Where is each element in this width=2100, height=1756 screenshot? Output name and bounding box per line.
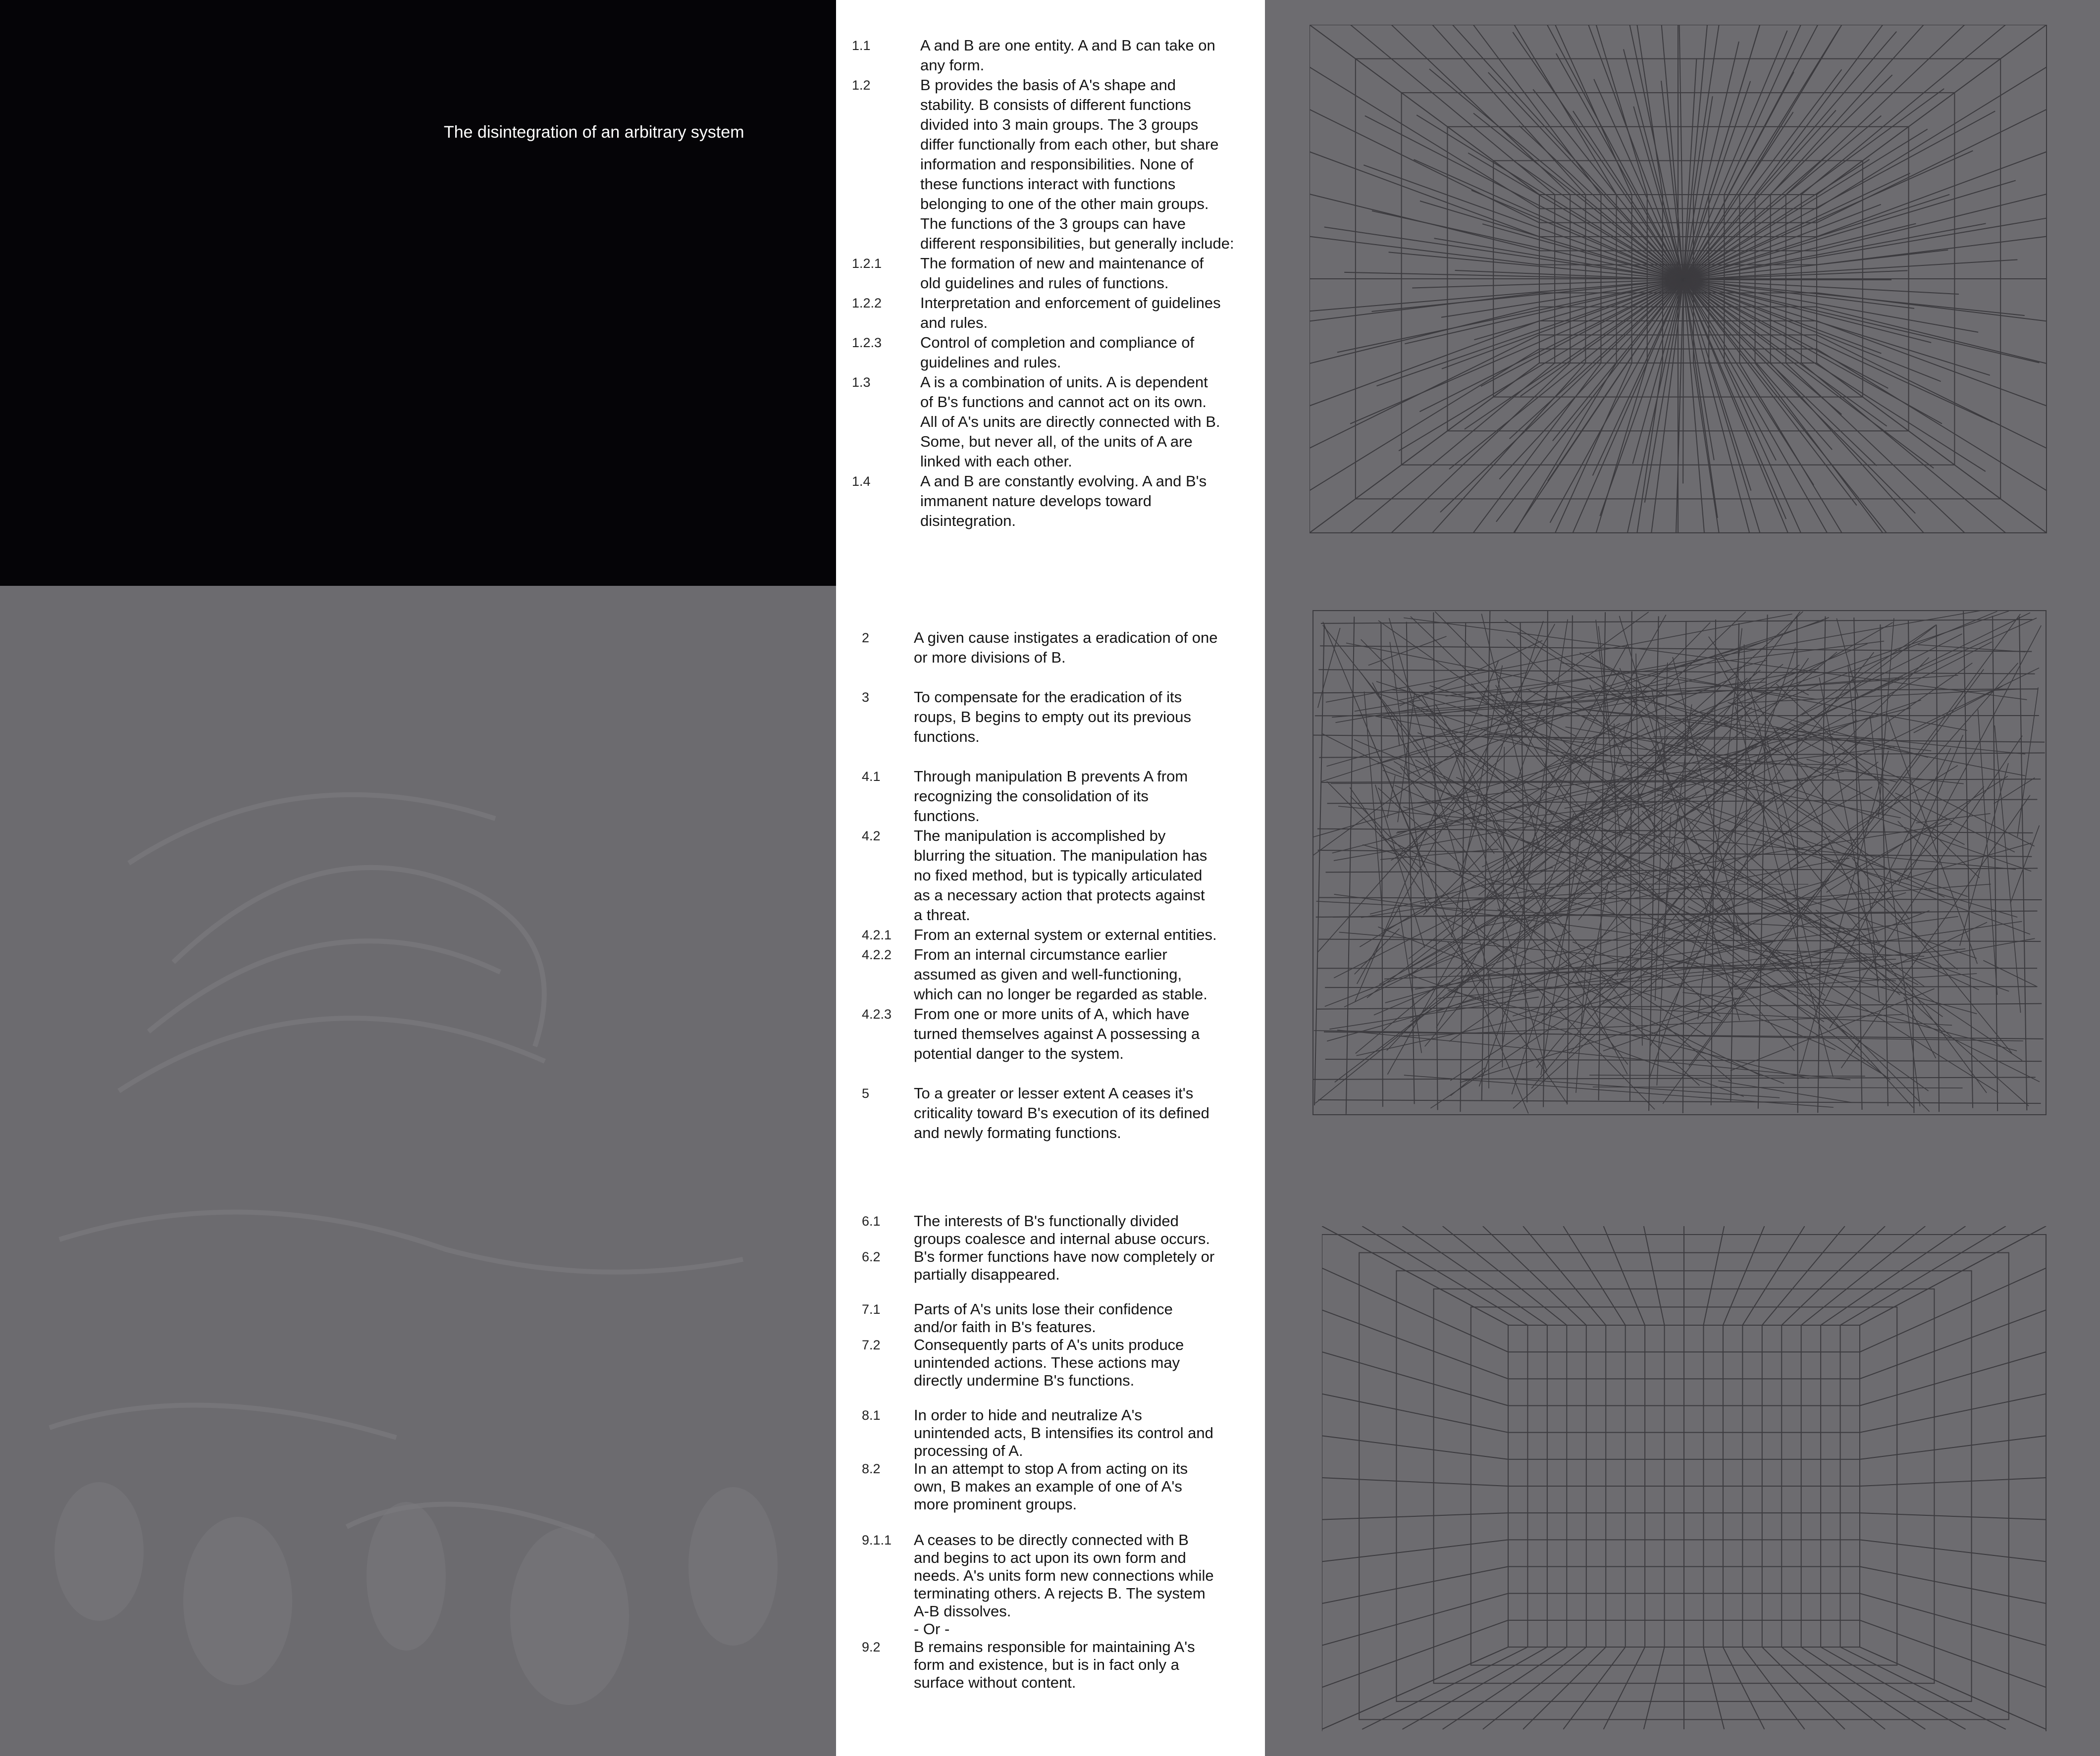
chaos-line <box>1765 733 1799 864</box>
chaos-line <box>1937 625 1939 1112</box>
burst-line <box>1683 259 2017 280</box>
section-text: Through manipulation B prevents A from recognizing the consolidation of its functions. <box>914 768 1188 825</box>
burst-line <box>1556 53 1683 280</box>
grid-ray <box>1786 25 1965 195</box>
grid-ray <box>1723 1226 1765 1325</box>
burst-line <box>1365 116 1683 280</box>
burst-line <box>1683 280 1877 465</box>
chaos-line <box>1326 614 1792 702</box>
burst-line <box>1468 153 1683 280</box>
section-number: 6.1 <box>862 1214 881 1229</box>
grid-ray <box>1322 1394 1508 1433</box>
chaos-line <box>1488 974 1489 1088</box>
grid-ray <box>1801 25 2005 195</box>
chaos-line <box>1318 628 1340 708</box>
grid-ray <box>1322 1620 1508 1688</box>
grid-ray <box>1860 1620 2046 1688</box>
chaos-line <box>1318 1100 2041 1103</box>
section-text: A ceases to be directly connected with B and begins to act upon its own form and needs. A's units form new connections while terminating others. A rejects B. The system A-B dissolves. - Or - <box>914 1531 1214 1638</box>
chaos-line <box>1593 1087 1963 1088</box>
grid-ray <box>1563 1647 1625 1729</box>
grid-ray <box>1637 25 1663 195</box>
grid-ray <box>1523 1226 1606 1325</box>
grid-ray <box>1817 194 2047 251</box>
section-number: 1.3 <box>852 375 871 390</box>
grid-ray <box>1742 1647 1804 1729</box>
chaos-line <box>1515 1079 1780 1098</box>
burst-line <box>1420 201 1683 280</box>
section-number: 3 <box>862 690 870 705</box>
chaos-line <box>1320 646 2032 651</box>
section-text: A given cause instigates a eradication of one or more divisions of B. <box>914 629 1218 666</box>
section-number: 4.1 <box>862 769 881 784</box>
section-text: The interests of B's functionally divided groups coalesce and internal abuse occurs. <box>914 1212 1210 1247</box>
grid-ray <box>1860 1310 2046 1379</box>
section-number: 1.2.3 <box>852 335 882 350</box>
grid-ray <box>1555 363 1632 533</box>
chaos-line <box>1314 624 1324 1105</box>
section-number: 4.2.2 <box>862 947 892 962</box>
grid-ray <box>1483 1226 1586 1325</box>
grid-ray <box>1817 349 2047 491</box>
grid-ray <box>1310 349 1539 491</box>
section-number: 8.1 <box>862 1408 881 1423</box>
section-text: B remains responsible for maintaining A's form and existence, but is in fact only a surface without content. <box>914 1638 1195 1691</box>
chaos-line <box>1313 1077 2036 1079</box>
grid-ray <box>1817 307 2047 363</box>
section-number: 1.4 <box>852 474 871 489</box>
section-number: 1.2.2 <box>852 296 882 310</box>
grid-ray <box>1322 1647 1508 1729</box>
chaos-line <box>1323 625 1629 1008</box>
grid-ray <box>1322 1513 1508 1520</box>
section-text: A is a combination of units. A is dependent of B's functions and cannot act on its own. All of A's units are directly connected with B. Some, but never all, of the units of A are linked with each other. <box>920 373 1220 470</box>
chaos-line <box>1333 913 1921 917</box>
photo-arc-5 <box>59 1212 743 1272</box>
chaos-line <box>1323 622 1528 1114</box>
chaos-line <box>2010 826 2040 903</box>
chaos-line <box>1887 713 1977 964</box>
chaos-line <box>2019 617 2027 1110</box>
grid-ray <box>1402 1226 1547 1325</box>
chaos-line <box>1391 690 2025 754</box>
grid-ray <box>1860 1394 2046 1433</box>
grid-ray <box>1563 1226 1625 1325</box>
grid-ray <box>1703 1226 1724 1325</box>
burst-line <box>1510 280 1683 439</box>
burst-line <box>1683 280 1814 485</box>
grid-ray <box>1821 1226 1965 1325</box>
chaos-line <box>1576 961 1586 1093</box>
burst-line <box>1683 153 1830 280</box>
grid-ray <box>1604 1226 1645 1325</box>
grid-ray <box>1860 1478 2046 1486</box>
radiating-grid-figure <box>1310 25 2048 535</box>
grid-ray <box>1322 1594 1508 1646</box>
grid-ray <box>1860 1352 2046 1406</box>
chaos-line <box>1914 686 2002 733</box>
perspective-grid-figure <box>1322 1226 2047 1731</box>
burst-line <box>1683 280 1993 422</box>
grid-ray <box>1362 1647 1527 1729</box>
grid-ray <box>1362 1226 1527 1325</box>
chaos-line <box>1502 747 1504 1067</box>
burst-line <box>1683 32 1896 280</box>
section-text: The manipulation is accomplished by blurring the situation. The manipulation has no fixed method, but is typically articulated as a necessary action that protects against a threat. <box>914 827 1208 924</box>
grid-ray <box>1432 25 1585 195</box>
burst-line <box>1593 280 1683 475</box>
section-number: 1.2 <box>852 78 871 93</box>
chaos-line <box>1314 1031 2023 1041</box>
grid-ray <box>1523 1647 1606 1729</box>
section-number: 9.1.1 <box>862 1533 892 1548</box>
section-number: 7.1 <box>862 1302 881 1317</box>
grid-ray <box>1817 363 2047 533</box>
section-text: To a greater or lesser extent A ceases it's criticality toward B's execution of its defined and newly formating functions. <box>914 1085 1209 1141</box>
section-text: Consequently parts of A's units produce unintended actions. These actions may directly undermine B's functions. <box>914 1336 1184 1389</box>
grid-ray <box>1351 25 1555 195</box>
chaos-line <box>1718 1081 1852 1102</box>
grid-ray <box>1443 1226 1567 1325</box>
section-text: From an external system or external entities. <box>914 926 1217 943</box>
chaos-line <box>1657 817 1671 1085</box>
section-text: Control of completion and compliance of guidelines and rules. <box>920 334 1195 371</box>
burst-line <box>1548 280 1683 481</box>
section-number: 4.2.1 <box>862 928 892 942</box>
grid-ray <box>1443 1647 1567 1729</box>
section-text: To compensate for the eradication of its roups, B begins to empty out its previous functions. <box>914 688 1192 745</box>
grid-ray <box>1821 1647 1965 1729</box>
grid-ray <box>1762 1647 1845 1729</box>
page-title: The disintegration of an arbitrary system <box>444 123 744 142</box>
photo-arc-6 <box>50 1405 396 1438</box>
text-column <box>836 0 1265 1756</box>
grid-ray <box>1514 363 1616 533</box>
grid-ray <box>1801 1226 1926 1325</box>
section-number: 6.2 <box>862 1249 881 1264</box>
burst-line <box>1350 280 1683 424</box>
section-number: 2 <box>862 630 870 645</box>
chaos-line <box>1995 725 2020 1013</box>
chaos-line <box>1404 1075 1834 1107</box>
section-text: A and B are one entity. A and B can take on any form. <box>920 37 1215 74</box>
grid-ray <box>1637 363 1663 533</box>
burst-line <box>1683 151 1973 280</box>
grid-ray <box>1724 363 1801 533</box>
section-text: The formation of new and maintenance of old guidelines and rules of functions. <box>920 255 1204 292</box>
chaos-line <box>1683 621 1686 1113</box>
burst-line <box>1471 190 1683 280</box>
section-number: 7.2 <box>862 1338 881 1352</box>
photo-arc-4 <box>129 795 495 863</box>
grid-ray <box>1860 1594 2046 1646</box>
grid-ray <box>1596 363 1647 533</box>
grid-ray <box>1604 1647 1645 1729</box>
grid-ray <box>1322 1540 1508 1561</box>
section-number: 1.2.1 <box>852 256 882 271</box>
grid-ray <box>1703 1647 1724 1729</box>
chaos-line <box>1448 990 1808 1079</box>
grid-ray <box>1391 363 1570 533</box>
diagram-panel <box>1265 0 2100 1756</box>
section-text: Parts of A's units lose their confidence and/or faith in B's features. <box>914 1300 1173 1336</box>
section-text: From one or more units of A, which have turned themselves against A possessing a potential danger to the system. <box>914 1005 1200 1062</box>
chaos-line <box>1870 716 1920 1107</box>
grid-ray <box>1860 1647 2046 1729</box>
grid-ray <box>1322 1436 1508 1459</box>
grid-ray <box>1860 1436 2046 1459</box>
chaos-line <box>1593 1007 1952 1026</box>
grid-ray <box>1483 1647 1586 1729</box>
section-number: 9.2 <box>862 1640 881 1654</box>
section-number: 8.2 <box>862 1461 881 1476</box>
grid-ray <box>1817 321 2047 406</box>
grid-ray <box>1782 1647 1885 1729</box>
grid-ray <box>1310 307 1539 363</box>
faded-crowd-image <box>0 586 836 1756</box>
chaos-line <box>1823 748 1951 1004</box>
burst-line <box>1683 111 1995 280</box>
grid-ray <box>1739 25 1841 195</box>
grid-ray <box>1322 1567 1508 1604</box>
section-number: 5 <box>862 1086 870 1101</box>
title-panel <box>0 0 836 586</box>
chaos-line <box>1567 616 1573 1105</box>
chaos-line <box>1346 617 1354 1114</box>
chaos-line <box>1383 613 2030 931</box>
section-number: 4.2 <box>862 828 881 843</box>
grid-ray <box>1322 1478 1508 1486</box>
grid-ray <box>1310 363 1539 533</box>
section-number: 4.2.3 <box>862 1007 892 1022</box>
grid-ray <box>1817 67 2047 209</box>
grid-ray <box>1644 1647 1665 1729</box>
grid-ray <box>1693 25 1719 195</box>
grid-ray <box>1860 1513 2046 1520</box>
chaos-line <box>1673 657 1742 943</box>
grid-ray <box>1644 1226 1665 1325</box>
section-text: A and B are constantly evolving. A and B's immanent nature develops toward disintegration. <box>920 472 1207 529</box>
chaos-line <box>1364 691 1382 907</box>
grid-ray <box>1860 1540 2046 1561</box>
burst-line <box>1683 173 1910 280</box>
grid-ray <box>1771 25 1924 195</box>
chaos-line <box>1983 960 2036 986</box>
chaos-line <box>1589 1075 1865 1076</box>
grid-ray <box>1782 1226 1885 1325</box>
grid-ray <box>1801 363 2005 533</box>
burst-line <box>1573 111 1683 280</box>
grid-ray <box>1432 363 1585 533</box>
grid-ray <box>1473 363 1601 533</box>
burst-line <box>1683 218 2047 280</box>
faded-photo-background <box>0 586 836 1756</box>
chaotic-grid-figure <box>1312 610 2048 1116</box>
photo-arc-3 <box>119 1018 545 1091</box>
grid-ray <box>1801 1647 1926 1729</box>
burst-line <box>1683 180 2016 280</box>
grid-ray <box>1473 25 1601 195</box>
burst-line <box>1399 280 1683 451</box>
grid-ray <box>1860 1567 2046 1604</box>
section-text: Interpretation and enforcement of guidelines and rules. <box>920 294 1221 331</box>
section-text: From an internal circumstance earlier assumed as given and well-functioning, which can no longer be regarded as stable. <box>914 946 1208 1003</box>
grid-ray <box>1742 1226 1804 1325</box>
section-text: In an attempt to stop A from acting on its own, B makes an example of one of A's more prominent groups. <box>914 1460 1188 1513</box>
grid-ray <box>1840 1647 2006 1729</box>
grid-ray <box>1762 1226 1845 1325</box>
burst-line <box>1389 252 1683 280</box>
grid-ray <box>1322 1352 1508 1406</box>
section-text: B provides the basis of A's shape and stability. B consists of different functions divided into 3 main groups. The 3 groups differ functionally from each other, but share information and responsibilities. None of these functions interact with functions belonging to one of the other main groups. The functions of the 3 groups can have different responsibilities, but generally include: <box>920 76 1234 252</box>
grid-ray <box>1840 1226 2006 1325</box>
burst-line <box>1414 159 1683 280</box>
grid-ray <box>1723 1647 1765 1729</box>
chaos-line <box>1891 922 1987 967</box>
chaos-line <box>1565 762 1847 765</box>
chaos-line <box>1370 868 1553 914</box>
grid-ray <box>1402 1647 1547 1729</box>
grid-ray <box>1771 363 1924 533</box>
burst-line <box>1683 116 1881 280</box>
section-text: In order to hide and neutralize A's unintended acts, B intensifies its control and processing of A. <box>914 1406 1213 1459</box>
section-text: B's former functions have now completely or partially disappeared. <box>914 1248 1215 1283</box>
section-number: 1.1 <box>852 38 871 53</box>
chaos-line <box>1688 907 2040 1082</box>
burst-line <box>1683 112 1793 280</box>
grid-ray <box>1322 1310 1508 1379</box>
